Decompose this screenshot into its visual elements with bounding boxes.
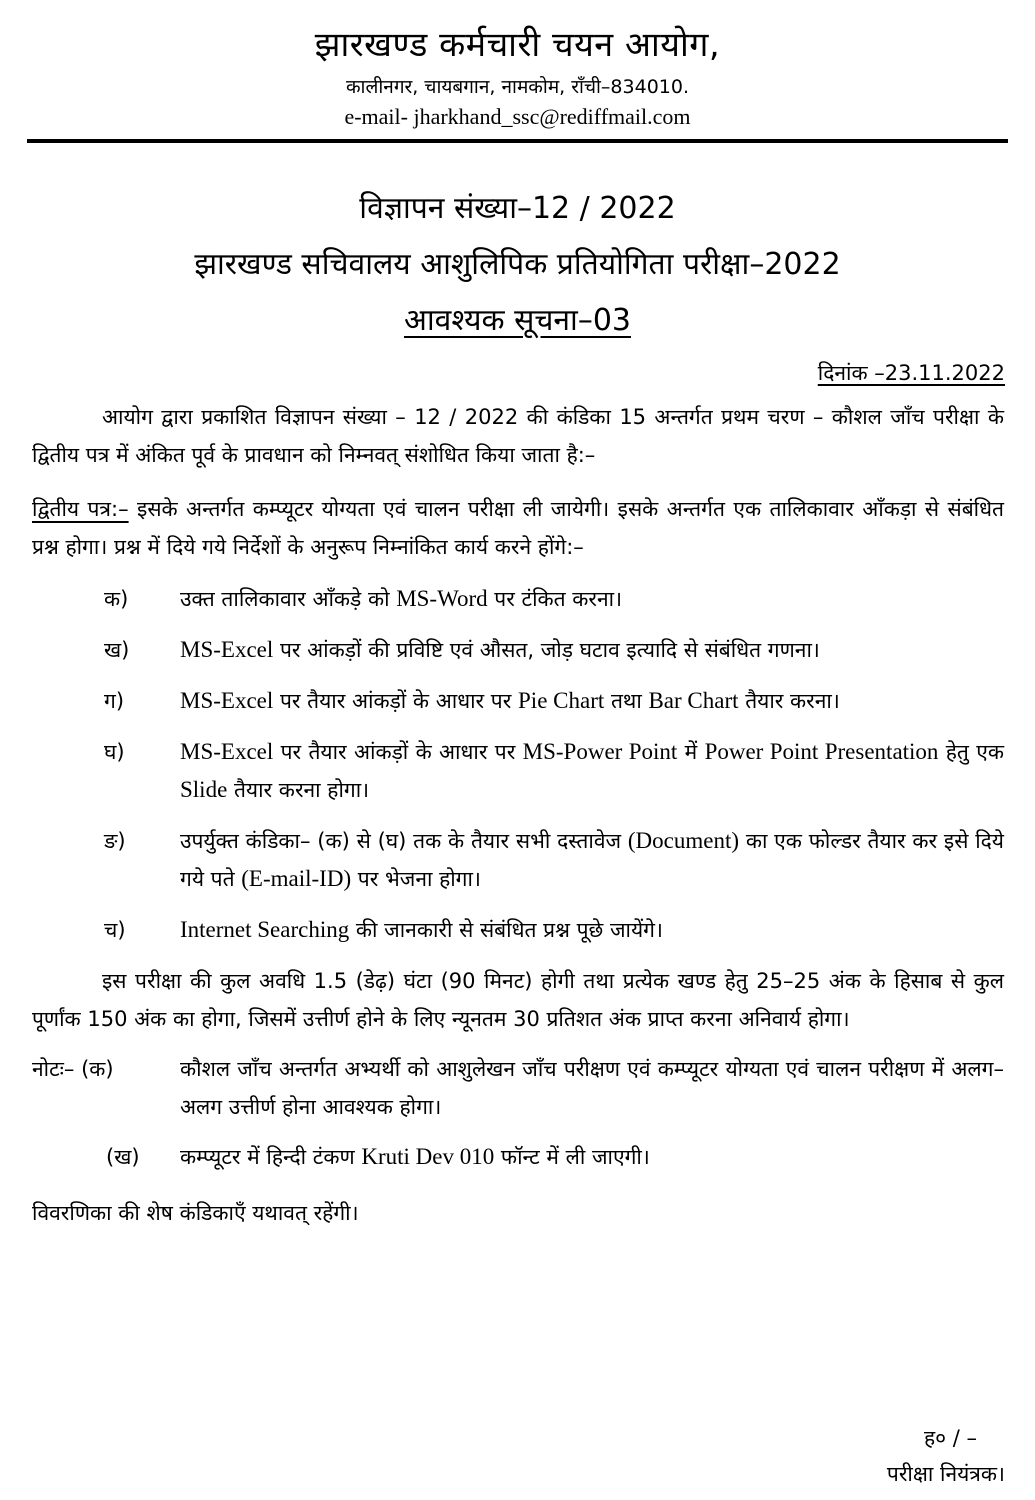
organization-address: कालीनगर, चायबगान, नामकोम, राँची–834010. [345, 76, 690, 98]
item-text-segment: पर तैयार आंकड़ों के आधार पर [273, 740, 523, 764]
english-term: Power Point Presentation [704, 739, 939, 764]
exam-title: झारखण्ड सचिवालय आशुलिपिक प्रतियोगिता परीक्षा–2022 [194, 247, 841, 282]
task-item-text [180, 631, 1004, 669]
notes-section [32, 1050, 1004, 1176]
second-paper-paragraph [32, 490, 1004, 566]
note-marker: (ख) [106, 1145, 140, 1169]
task-item-text [180, 911, 1004, 949]
english-term: Internet Searching [180, 917, 350, 942]
item-text-segment: हेतु एक [938, 740, 1004, 764]
english-term: Slide [180, 777, 228, 802]
english-term: Pie Chart [518, 688, 605, 713]
english-term: MS-Excel [180, 637, 274, 662]
english-term: MS-Power Point [522, 739, 678, 764]
task-item-text [180, 682, 1004, 720]
notice-title [0, 299, 1035, 343]
item-text-segment: पर तैयार आंकड़ों के आधार पर [273, 689, 519, 713]
english-term: (Document) [627, 828, 740, 853]
header-divider [27, 139, 1008, 143]
designation: परीक्षा नियंत्रक। [886, 1462, 1005, 1486]
task-item-marker: घ) [104, 740, 125, 764]
organization-name: झारखण्ड कर्मचारी चयन आयोग, [314, 25, 721, 65]
english-term: MS-Word [396, 586, 488, 611]
duration-paragraph: इस परीक्षा की कुल अवधि 1.5 (डेढ़) घंटा (90 मिनट) होगी तथा प्रत्येक खण्ड हेतु 25–25 अंक के हिसाब से कुल पूर्णांक 150 अंक का होगा, जिसमें उत्तीर्ण होने के लिए न्यूनतम 30 प्रतिशत अंक प्राप्त करना अनिवार्य होगा। [32, 969, 1004, 1031]
task-item-marker: क) [104, 587, 129, 611]
note-marker: नोटः– (क) [32, 1057, 114, 1081]
item-text-segment: की जानकारी से संबंधित प्रश्न पूछे जायेंगे। [349, 918, 663, 942]
letterhead [0, 0, 1035, 132]
task-item [32, 682, 1004, 720]
item-text-segment: तैयार करना होगा। [227, 778, 370, 802]
task-item [32, 580, 1004, 618]
item-text-segment: तथा [604, 689, 649, 713]
task-item [32, 631, 1004, 669]
task-item-text [180, 822, 1004, 898]
item-text-segment: कम्प्यूटर में हिन्दी टंकण [180, 1145, 362, 1169]
note-text [180, 1050, 1004, 1126]
english-term: MS-Excel [180, 688, 274, 713]
task-item-text [180, 580, 1004, 618]
signature: ह० / – [924, 1426, 977, 1450]
intro-paragraph: आयोग द्वारा प्रकाशित विज्ञापन संख्या – 12 / 2022 की कंडिका 15 अन्तर्गत प्रथम चरण – कौशल जाँच परीक्षा के द्वितीय पत्र में अंकित पूर्व के प्रावधान को निम्नवत् संशोधित किया जाता है:– [32, 405, 1004, 467]
item-text-segment: पर आंकड़ों की प्रविष्टि एवं औसत, जोड़ घटाव इत्यादि से संबंधित गणना। [273, 638, 820, 662]
item-text-segment: कौशल जाँच अन्तर्गत अभ्यर्थी को आशुलेखन जाँच परीक्षण एवं कम्प्यूटर योग्यता एवं चालन परीक्षण में अलग–अलग उत्तीर्ण होना आवश्यक होगा। [180, 1057, 1004, 1119]
english-term: Bar Chart [648, 688, 739, 713]
task-item-marker: ग) [104, 689, 125, 713]
item-text-segment: उक्त तालिकावार आँकड़े को [180, 587, 397, 611]
task-item-marker: ङ) [104, 829, 126, 853]
task-item-text [180, 733, 1004, 809]
task-item-marker: च) [104, 918, 126, 942]
task-list [32, 580, 1004, 949]
note-item [32, 1050, 1004, 1126]
task-item-marker: ख) [104, 638, 130, 662]
notice-date: दिनांक –23.11.2022 [817, 361, 1005, 385]
note-text [180, 1138, 1004, 1176]
organization-email: e-mail- jharkhand_ssc@rediffmail.com [344, 104, 691, 129]
notice-body [32, 398, 1004, 1232]
item-text-segment: फॉन्ट में ली जाएगी। [494, 1145, 650, 1169]
item-text-segment: तैयार करना। [738, 689, 840, 713]
item-text-segment: में [677, 740, 705, 764]
item-text-segment: पर भेजना होगा। [351, 867, 481, 891]
title-block [0, 185, 1035, 343]
notice-title-text: आवश्यक सूचना–03 [404, 303, 631, 338]
item-text-segment: पर टंकित करना। [487, 587, 623, 611]
signature-block [887, 1420, 1005, 1492]
advertisement-number: विज्ञापन संख्या–12 / 2022 [359, 191, 676, 226]
item-text-segment: उपर्युक्त कंडिका– (क) से (घ) तक के तैयार सभी दस्तावेज [180, 829, 628, 853]
english-term: Kruti Dev 010 [361, 1144, 495, 1169]
item-text-segment: का एक फोल्डर तैयार कर इसे दिये गये पते [180, 829, 1004, 891]
second-paper-label: द्वितीय पत्र:– [32, 497, 129, 521]
english-term: MS-Excel [180, 739, 274, 764]
second-paper-text: इसके अन्तर्गत कम्प्यूटर योग्यता एवं चालन परीक्षा ली जायेगी। इसके अन्तर्गत एक तालिकावार आँकड़ा से संबंधित प्रश्न होगा। प्रश्न में दिये गये निर्देशों के अनुरूप निम्नांकित कार्य करने होंगे:– [32, 497, 1005, 559]
closing-line: विवरणिका की शेष कंडिकाएँ यथावत् रहेंगी। [32, 1201, 359, 1225]
task-item [32, 822, 1004, 898]
task-item [32, 733, 1004, 809]
task-item [32, 911, 1004, 949]
english-term: (E-mail-ID) [241, 866, 352, 891]
note-item [32, 1138, 1004, 1176]
